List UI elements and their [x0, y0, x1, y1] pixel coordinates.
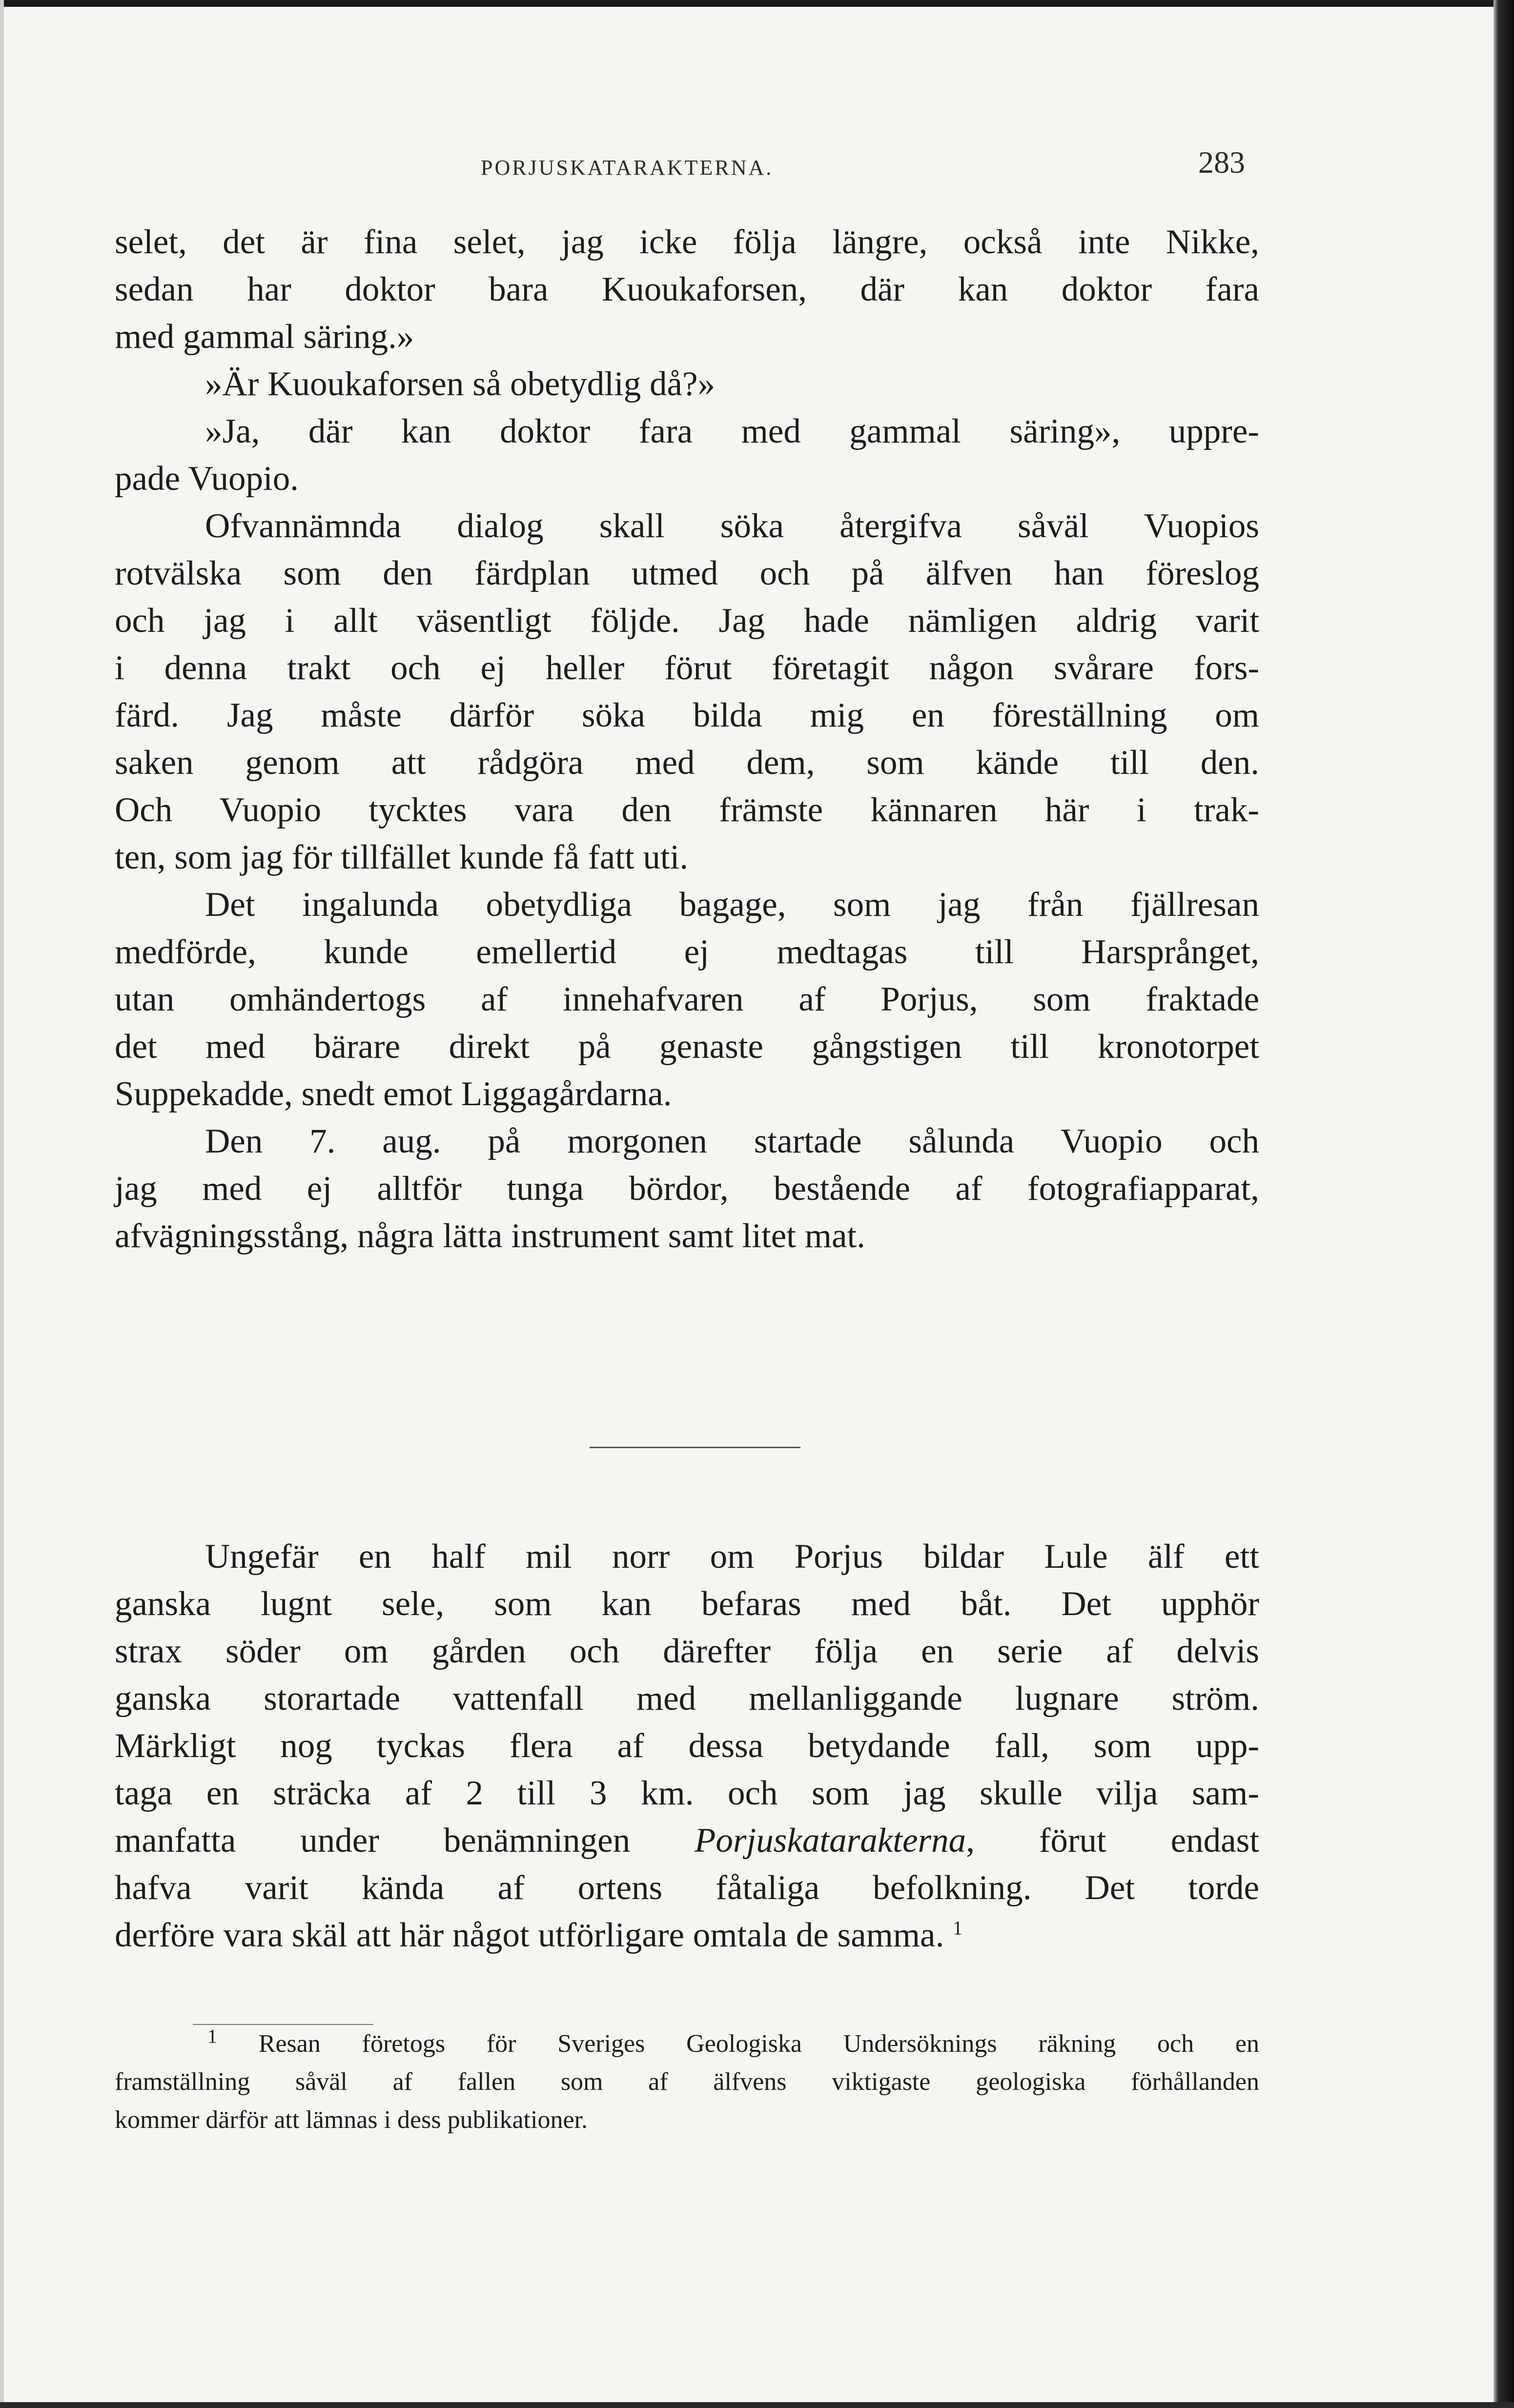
italic-term: Porjuskatarakterna: [695, 1821, 966, 1860]
text-segment: derföre vara skäl att här något utförligare omtala de samma.: [115, 1916, 944, 1954]
text-line: Ofvannämnda dialog skall söka återgifva såväl Vuopios: [205, 507, 1259, 545]
text-line: utan omhändertogs af innehafvaren af Porjus, som fraktade: [115, 980, 1259, 1018]
text-line: ganska lugnt sele, som kan befaras med båt. Det upphör: [115, 1585, 1259, 1623]
text-line: pade Vuopio.: [115, 460, 299, 498]
footnote-line: framställning såväl af fallen som af älfvens viktigaste geologiska förhållanden: [115, 2068, 1259, 2096]
text-line: Ungefär en half mil norr om Porjus bildar Lule älf ett: [205, 1538, 1259, 1576]
text-line: Suppekadde, snedt emot Liggagårdarna.: [115, 1075, 672, 1113]
scan-edge-left: [0, 0, 4, 2408]
section-divider: [590, 1447, 800, 1448]
footnote-marker: 1: [207, 2025, 217, 2047]
text-line: sedan har doktor bara Kuoukaforsen, där kan doktor fara: [115, 270, 1259, 308]
text-line-with-italic: [115, 1817, 1259, 1864]
text-line: strax söder om gården och därefter följa en serie af delvis: [115, 1632, 1259, 1670]
text-line: hafva varit kända af ortens fåtaliga befolkning. Det torde: [115, 1869, 1259, 1907]
text-line: Den 7. aug. på morgonen startade sålunda Vuopio och: [205, 1122, 1259, 1160]
text-line: taga en sträcka af 2 till 3 km. och som jag skulle vilja sam-: [115, 1774, 1259, 1812]
text-line: Märkligt nog tyckas flera af dessa betydande fall, som upp-: [115, 1727, 1259, 1765]
body-section-bottom: [115, 1533, 1259, 1959]
text-line: med gammal säring.»: [115, 318, 414, 356]
footnote-line: [115, 2025, 1259, 2063]
scan-edge-right: [1494, 0, 1514, 2408]
page-number: 283: [1198, 145, 1245, 180]
text-line-with-footnote-ref: [115, 1912, 1259, 1959]
scan-edge-top: [0, 0, 1514, 7]
running-title: PORJUSKATARAKTERNA.: [481, 156, 774, 180]
text-line: ganska storartade vattenfall med mellanliggande lugnare ström.: [115, 1680, 1259, 1718]
text-line: ten, som jag för tillfället kunde få fatt uti.: [115, 838, 689, 876]
text-line: det med bärare direkt på genaste gångstigen till kronotorpet: [115, 1028, 1259, 1066]
footnote-text: Resan företogs för Sveriges Geologiska Undersöknings räkning och en: [258, 2030, 1260, 2058]
text-line: saken genom att rådgöra med dem, som kände till den.: [115, 744, 1259, 782]
footnote-block: [115, 2025, 1259, 2139]
footnote-reference: 1: [953, 1917, 963, 1939]
footnote-line: kommer därför att lämnas i dess publikationer.: [115, 2106, 588, 2134]
text-segment: , förut endast: [966, 1821, 1259, 1860]
body-section-top: [115, 219, 1259, 1260]
text-line: Det ingalunda obetydliga bagage, som jag från fjällresan: [205, 886, 1259, 924]
text-line: medförde, kunde emellertid ej medtagas till Harsprånget,: [115, 933, 1259, 971]
text-line: rotvälska som den färdplan utmed och på älfven han föreslog: [115, 554, 1259, 592]
text-line: färd. Jag måste därför söka bilda mig en föreställning om: [115, 696, 1259, 734]
text-line: »Ja, där kan doktor fara med gammal säring», uppre-: [205, 412, 1259, 450]
text-line: i denna trakt och ej heller förut företagit någon svårare fors-: [115, 649, 1259, 687]
scan-edge-bottom: [0, 2402, 1514, 2408]
text-line: jag med ej alltför tunga bördor, bestående af fotografiapparat,: [115, 1170, 1259, 1208]
text-line: afvägningsstång, några lätta instrument samt litet mat.: [115, 1217, 865, 1255]
text-line: Och Vuopio tycktes vara den främste kännaren här i trak-: [115, 791, 1259, 829]
text-segment: manfatta under benämningen: [115, 1821, 695, 1860]
text-line: och jag i allt väsentligt följde. Jag hade nämligen aldrig varit: [115, 602, 1259, 640]
text-line: »Är Kuoukaforsen så obetydlig då?»: [205, 365, 715, 403]
text-line: selet, det är fina selet, jag icke följa längre, också inte Nikke,: [115, 223, 1259, 261]
